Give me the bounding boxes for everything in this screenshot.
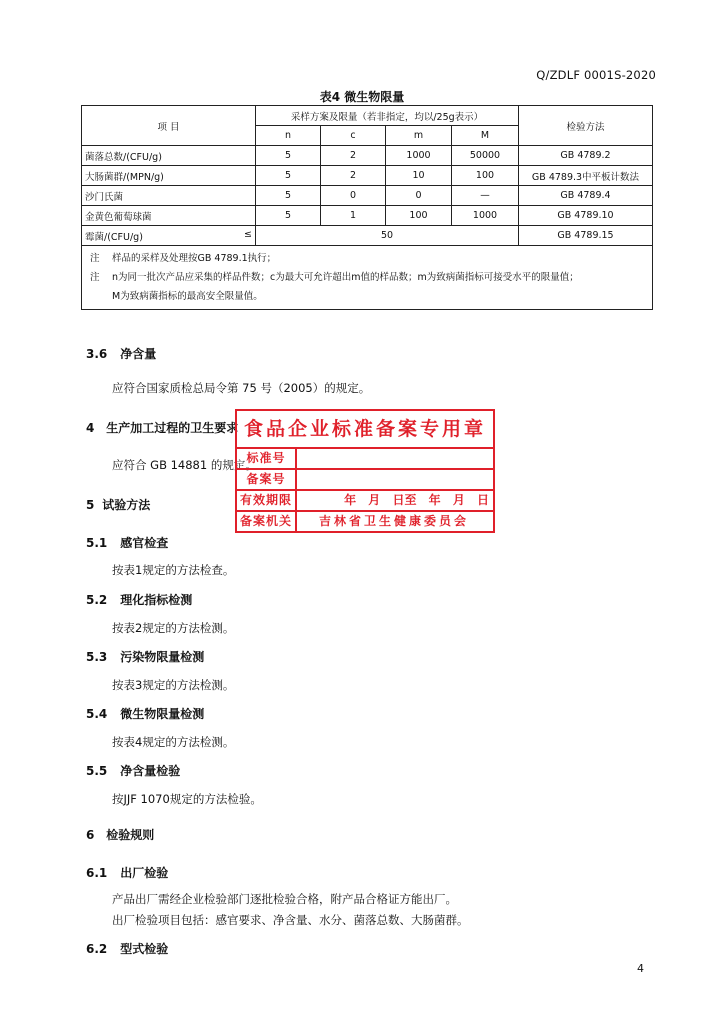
cell-item: 沙门氏菌 bbox=[82, 186, 256, 206]
section-heading-6 bbox=[86, 826, 154, 843]
section-heading-6-2 bbox=[86, 940, 168, 957]
cell-n: 5 bbox=[256, 206, 321, 226]
cell-method: GB 4789.2 bbox=[519, 146, 653, 166]
section-title: 感官检查 bbox=[120, 536, 169, 550]
section-title: 型式检验 bbox=[120, 942, 169, 956]
note-text: M为致病菌指标的最高安全限量值。 bbox=[112, 291, 263, 302]
section-title: 微生物限量检测 bbox=[120, 707, 205, 721]
section-number: 5.5 bbox=[86, 764, 108, 778]
cell-m: 10 bbox=[386, 166, 452, 186]
section-body: 产品出厂需经企业检验部门逐批检验合格，附产品合格证方能出厂。 bbox=[112, 892, 457, 906]
cell-mold-limit: 50 bbox=[256, 226, 519, 246]
section-title: 试验方法 bbox=[102, 498, 151, 512]
section-body: 应符合国家质检总局令第 75 号（2005）的规定。 bbox=[112, 381, 371, 395]
cell-item: 金黄色葡萄球菌 bbox=[82, 206, 256, 226]
col-header-m: m bbox=[386, 126, 452, 146]
le-symbol: ≤ bbox=[244, 228, 252, 240]
stamp-label: 有效期限 bbox=[237, 491, 297, 510]
table-row-mold bbox=[82, 226, 653, 246]
stamp-row-authority bbox=[237, 512, 493, 531]
section-heading-5 bbox=[86, 496, 150, 513]
cell-c: 2 bbox=[321, 146, 386, 166]
section-number: 3.6 bbox=[86, 347, 108, 361]
col-header-c: c bbox=[321, 126, 386, 146]
section-heading-4 bbox=[86, 419, 238, 436]
mold-label: 霉菌/(CFU/g) bbox=[85, 231, 143, 243]
cell-item: 大肠菌群/(MPN/g) bbox=[82, 166, 256, 186]
cell-c: 0 bbox=[321, 186, 386, 206]
microbial-limit-table bbox=[81, 105, 653, 310]
stamp-label: 备案号 bbox=[237, 470, 297, 489]
stamp-value: 年 月 日至 年 月 日 bbox=[344, 493, 489, 507]
stamp-row-filing-no bbox=[237, 470, 493, 491]
stamp-title: 食品企业标准备案专用章 bbox=[237, 411, 493, 449]
section-title: 出厂检验 bbox=[120, 866, 169, 880]
cell-method: GB 4789.3中平板计数法 bbox=[519, 166, 653, 186]
section-heading-5-2 bbox=[86, 591, 192, 608]
section-title: 生产加工过程的卫生要求 bbox=[106, 421, 239, 435]
cell-c: 2 bbox=[321, 166, 386, 186]
note-text: n为同一批次产品应采集的样品件数；c为最大可允许超出m值的样品数；m为致病菌指标可接受水平的限量值； bbox=[112, 272, 579, 283]
section-heading-6-1 bbox=[86, 864, 168, 881]
section-body: 按表4规定的方法检测。 bbox=[112, 735, 235, 749]
cell-M: 50000 bbox=[452, 146, 519, 166]
section-number: 5.1 bbox=[86, 536, 108, 550]
section-title: 污染物限量检测 bbox=[120, 650, 205, 664]
cell-c: 1 bbox=[321, 206, 386, 226]
table-caption: 表4 微生物限量 bbox=[319, 90, 405, 104]
note-text: 样品的采样及处理按GB 4789.1执行； bbox=[112, 253, 277, 264]
section-title: 理化指标检测 bbox=[120, 593, 193, 607]
col-header-item: 项 目 bbox=[82, 106, 256, 146]
cell-n: 5 bbox=[256, 146, 321, 166]
document-number: Q/ZDLF 0001S-2020 bbox=[536, 68, 656, 82]
cell-method: GB 4789.15 bbox=[519, 226, 653, 246]
col-header-M: M bbox=[452, 126, 519, 146]
section-number: 4 bbox=[86, 421, 95, 435]
section-title: 净含量 bbox=[120, 347, 157, 361]
table-row bbox=[82, 166, 653, 186]
section-number: 5.4 bbox=[86, 707, 108, 721]
note-tag: 注 bbox=[90, 272, 100, 283]
table-notes bbox=[82, 246, 653, 310]
cell-M: 1000 bbox=[452, 206, 519, 226]
cell-m: 1000 bbox=[386, 146, 452, 166]
section-body: 按表2规定的方法检测。 bbox=[112, 621, 235, 635]
section-body: 出厂检验项目包括：感官要求、净含量、水分、菌落总数、大肠菌群。 bbox=[112, 913, 469, 927]
cell-method: GB 4789.4 bbox=[519, 186, 653, 206]
section-body: 应符合 GB 14881 的规定。 bbox=[112, 458, 257, 472]
cell-M: — bbox=[452, 186, 519, 206]
section-number: 6 bbox=[86, 828, 95, 842]
cell-n: 5 bbox=[256, 186, 321, 206]
page-number: 4 bbox=[637, 962, 644, 975]
col-header-method: 检验方法 bbox=[519, 106, 653, 146]
table-row bbox=[82, 186, 653, 206]
table-row bbox=[82, 206, 653, 226]
stamp-row-validity bbox=[237, 491, 493, 512]
note-tag: 注 bbox=[90, 253, 100, 264]
section-heading-5-1 bbox=[86, 534, 168, 551]
cell-M: 100 bbox=[452, 166, 519, 186]
cell-n: 5 bbox=[256, 166, 321, 186]
section-heading-5-3 bbox=[86, 648, 204, 665]
table-row bbox=[82, 146, 653, 166]
stamp-value: 吉林省卫生健康委员会 bbox=[318, 514, 469, 528]
section-title: 净含量检验 bbox=[120, 764, 181, 778]
cell-m: 100 bbox=[386, 206, 452, 226]
section-body: 按表1规定的方法检查。 bbox=[112, 563, 235, 577]
section-heading-3-6 bbox=[86, 345, 156, 362]
section-number: 5.2 bbox=[86, 593, 108, 607]
filing-stamp bbox=[235, 409, 495, 533]
cell-item bbox=[82, 226, 256, 246]
section-number: 5.3 bbox=[86, 650, 108, 664]
section-body: 按表3规定的方法检测。 bbox=[112, 678, 235, 692]
cell-item: 菌落总数/(CFU/g) bbox=[82, 146, 256, 166]
section-number: 5 bbox=[86, 498, 95, 512]
section-heading-5-4 bbox=[86, 705, 204, 722]
stamp-row-standard-no bbox=[237, 449, 493, 470]
col-header-n: n bbox=[256, 126, 321, 146]
col-header-sampling-plan: 采样方案及限量（若非指定，均以/25g表示） bbox=[256, 106, 519, 126]
section-number: 6.1 bbox=[86, 866, 108, 880]
stamp-label: 标准号 bbox=[237, 449, 297, 468]
section-title: 检验规则 bbox=[106, 828, 155, 842]
section-body: 按JJF 1070规定的方法检验。 bbox=[112, 792, 262, 806]
cell-m: 0 bbox=[386, 186, 452, 206]
section-heading-5-5 bbox=[86, 762, 180, 779]
cell-method: GB 4789.10 bbox=[519, 206, 653, 226]
section-number: 6.2 bbox=[86, 942, 108, 956]
stamp-label: 备案机关 bbox=[237, 512, 297, 531]
